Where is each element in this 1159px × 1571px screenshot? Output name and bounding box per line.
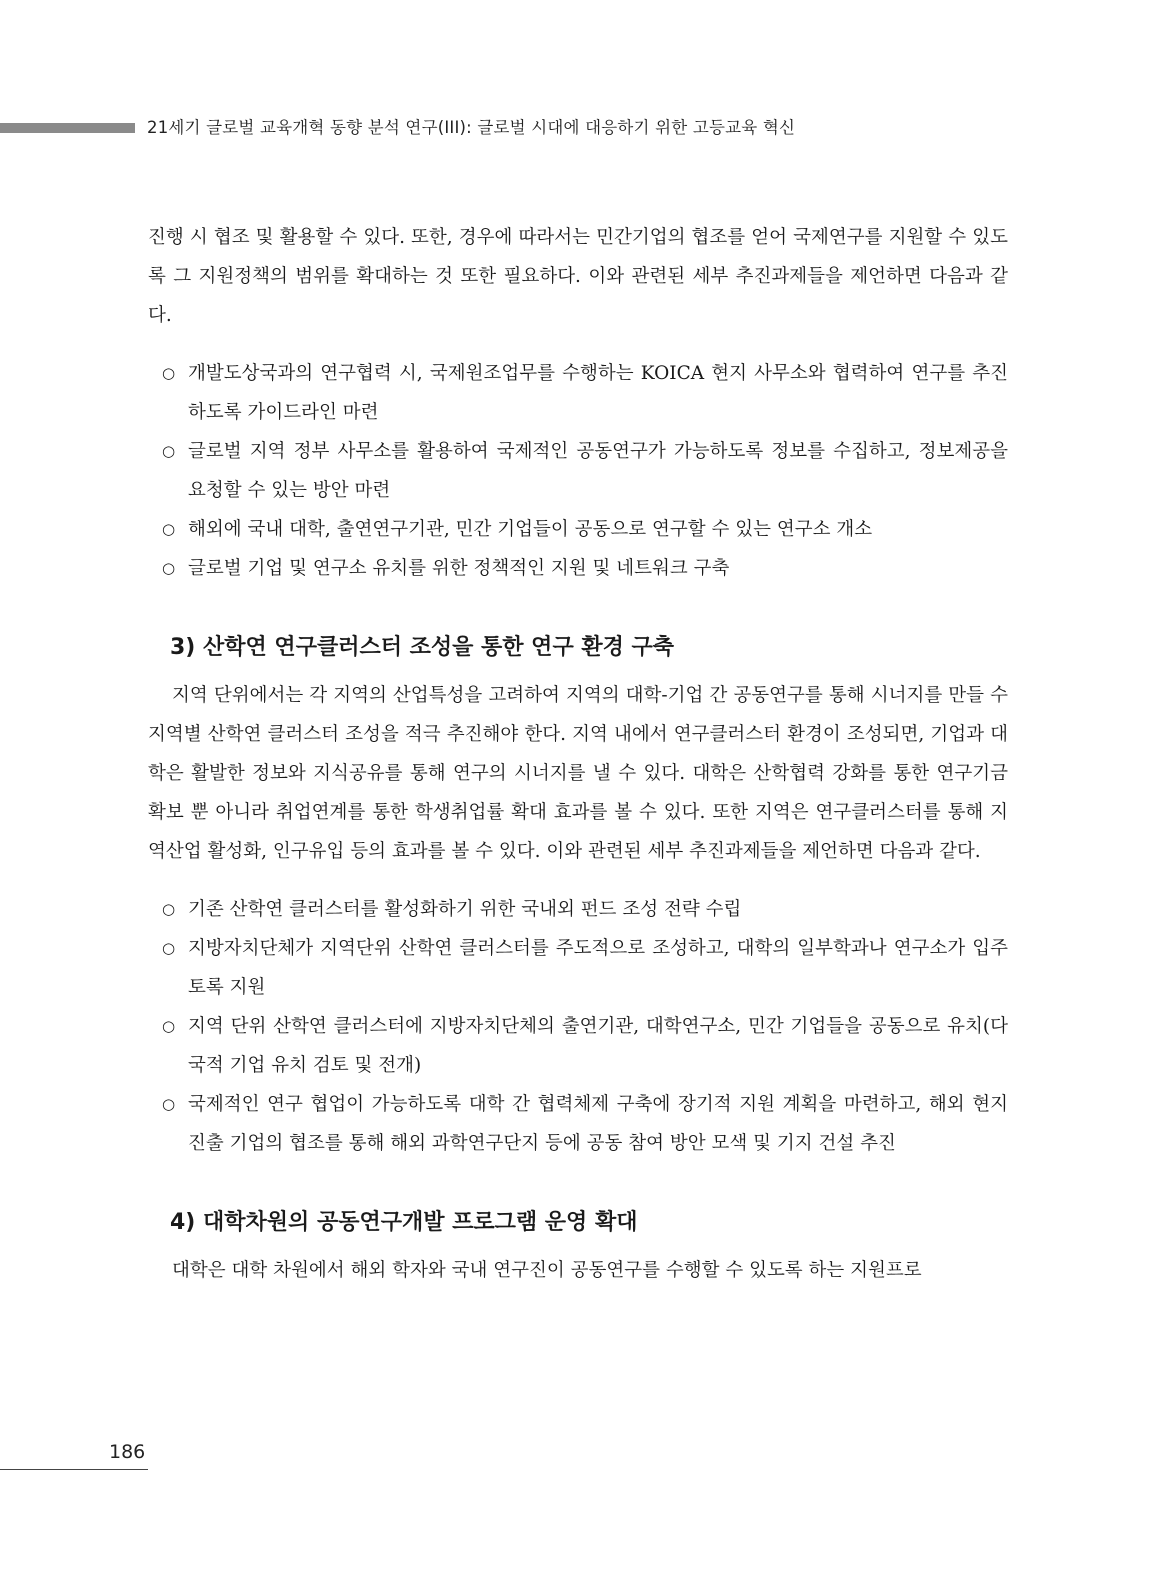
list-item xyxy=(148,354,1008,432)
section-4-heading: 4) 대학차원의 공동연구개발 프로그램 운영 확대 xyxy=(170,1210,638,1235)
recommendation-list-2 xyxy=(148,890,1008,1163)
list-item xyxy=(148,549,1008,588)
bullet-icon: ○ xyxy=(162,1095,176,1113)
bullet-icon: ○ xyxy=(162,939,176,957)
bullet-icon: ○ xyxy=(162,1017,176,1035)
section-3-heading: 3) 산학연 연구클러스터 조성을 통한 연구 환경 구축 xyxy=(170,635,675,660)
footer-rule xyxy=(0,1469,148,1470)
list-item-text: 지역 단위 산학연 클러스터에 지방자치단체의 출연기관, 대학연구소, 민간 기업들을 공동으로 유치(다국적 기업 유치 검토 및 전개) xyxy=(188,1016,1008,1076)
list-item-text: 국제적인 연구 협업이 가능하도록 대학 간 협력체제 구축에 장기적 지원 계획을 마련하고, 해외 현지 진출 기업의 협조를 통해 해외 과학연구단지 등에 공동 참여 방안 모색 및 기지 건설 추진 xyxy=(188,1094,1008,1154)
list-item xyxy=(148,1007,1008,1085)
list-item xyxy=(148,510,1008,549)
bullet-icon: ○ xyxy=(162,900,176,918)
list-item xyxy=(148,929,1008,1007)
list-item-text: 지방자치단체가 지역단위 산학연 클러스터를 주도적으로 조성하고, 대학의 일부학과나 연구소가 입주토록 지원 xyxy=(188,938,1008,998)
list-item-text: 글로벌 기업 및 연구소 유치를 위한 정책적인 지원 및 네트워크 구축 xyxy=(188,558,730,579)
list-item xyxy=(148,1085,1008,1163)
list-item xyxy=(148,432,1008,510)
list-item-text: 글로벌 지역 정부 사무소를 활용하여 국제적인 공동연구가 가능하도록 정보를 수집하고, 정보제공을 요청할 수 있는 방안 마련 xyxy=(188,441,1008,501)
section-3-paragraph: 지역 단위에서는 각 지역의 산업특성을 고려하여 지역의 대학-기업 간 공동연구를 통해 시너지를 만들 수 지역별 산학연 클러스터 조성을 적극 추진해야 한다. 지역 내에서 연구클러스터 환경이 조성되면, 기업과 대학은 활발한 정보와 지식공유를 통해 연구의 시너지를 낼 수 있다. 대학은 산학협력 강화를 통한 연구기금 확보 뿐 아니라 취업연계를 통한 학생취업률 확대 효과를 볼 수 있다. 또한 지역은 연구클러스터를 통해 지역산업 활성화, 인구유입 등의 효과를 볼 수 있다. 이와 관련된 세부 추진과제들을 제언하면 다음과 같다. xyxy=(148,685,1008,862)
running-header-title: 21세기 글로벌 교육개혁 동향 분석 연구(III): 글로벌 시대에 대응하기 위한 고등교육 혁신 xyxy=(147,118,796,137)
section-4-paragraph: 대학은 대학 차원에서 해외 학자와 국내 연구진이 공동연구를 수행할 수 있도록 하는 지원프로 xyxy=(172,1260,922,1281)
intro-paragraph: 진행 시 협조 및 활용할 수 있다. 또한, 경우에 따라서는 민간기업의 협조를 얻어 국제연구를 지원할 수 있도록 그 지원정책의 범위를 확대하는 것 또한 필요하다. 이와 관련된 세부 추진과제들을 제언하면 다음과 같다. xyxy=(148,227,1008,326)
bullet-icon: ○ xyxy=(162,520,176,538)
list-item-text: 해외에 국내 대학, 출연연구기관, 민간 기업들이 공동으로 연구할 수 있는 연구소 개소 xyxy=(188,519,873,540)
bullet-icon: ○ xyxy=(162,364,176,382)
bullet-icon: ○ xyxy=(162,559,176,577)
list-item-text: 개발도상국과의 연구협력 시, 국제원조업무를 수행하는 KOICA 현지 사무소와 협력하여 연구를 추진하도록 가이드라인 마련 xyxy=(188,363,1008,423)
list-item-text: 기존 산학연 클러스터를 활성화하기 위한 국내외 펀드 조성 전략 수립 xyxy=(188,899,742,920)
header-rule xyxy=(0,123,135,133)
page-number: 186 xyxy=(109,1441,146,1463)
bullet-icon: ○ xyxy=(162,442,176,460)
list-item xyxy=(148,890,1008,929)
page-content xyxy=(148,218,1008,1290)
recommendation-list-1 xyxy=(148,354,1008,588)
